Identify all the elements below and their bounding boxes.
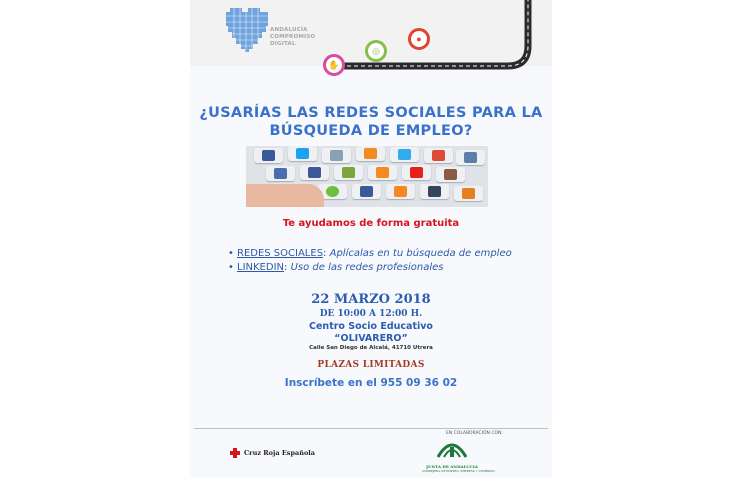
cruz-roja-logo <box>230 448 315 458</box>
rss-key-2-icon <box>368 165 397 180</box>
orange-key-icon <box>454 186 483 201</box>
poster-title <box>190 104 552 140</box>
topic-label: LINKEDIN <box>237 262 285 273</box>
junta-logo <box>422 437 495 473</box>
search-key-icon <box>456 150 485 165</box>
limited-places: PLAZAS LIMITADAS <box>317 360 425 370</box>
twitter-key-2-icon <box>390 147 419 162</box>
junta-sub: CONSEJERÍA DE EMPLEO, EMPRESA Y COMERCIO <box>422 469 495 473</box>
tagline: Te ayudamos de forma gratuita <box>282 218 460 229</box>
topic-label: REDES SOCIALES <box>237 248 324 259</box>
junta-emblem-icon <box>435 437 469 459</box>
signup-phone: Inscríbete en el 955 09 36 02 <box>284 377 458 389</box>
red-cross-icon <box>230 448 240 458</box>
instagram-key-icon <box>436 167 465 182</box>
venue-line-1: Centro Socio Educativo <box>309 321 433 332</box>
event-venue <box>190 321 552 345</box>
globe-icon: ◎ <box>365 40 387 62</box>
brand-line-2: COMPROMISO <box>270 34 316 40</box>
topic-separator: : <box>323 248 327 259</box>
facebook-key-2-icon <box>300 165 329 180</box>
youtube-key-icon <box>402 165 431 180</box>
finger-image <box>246 184 324 207</box>
share-key-icon <box>334 165 363 180</box>
facebook-key-3-icon <box>352 184 381 199</box>
list-item <box>228 247 548 261</box>
like-key-icon <box>266 166 295 181</box>
facebook-key-icon <box>254 148 283 163</box>
topic-desc: Uso de las redes profesionales <box>287 262 444 273</box>
cruz-roja-text: Cruz Roja Española <box>244 449 315 457</box>
tumblr-key-icon <box>420 184 449 199</box>
footer-divider <box>194 428 548 429</box>
event-date: 22 MARZO 2018 <box>311 292 431 307</box>
collab-label: EN COLABORACIÓN CON: <box>446 431 503 436</box>
email-key-icon <box>322 148 351 163</box>
bullet-icon: • <box>228 248 234 259</box>
junta-name: JUNTA DE ANDALUCIA <box>426 464 478 469</box>
topic-separator: : <box>284 262 288 273</box>
title-line-1: ¿USARÍAS LAS REDES SOCIALES PARA LA <box>199 105 543 121</box>
poster <box>190 0 552 478</box>
bullet-icon: • <box>228 262 234 273</box>
topics-list <box>228 247 548 275</box>
google-plus-key-icon <box>424 148 453 163</box>
event-address: Calle San Diego de Alcalá, 41710 Utrera <box>309 345 433 351</box>
event-time: DE 10:00 A 12:00 H. <box>319 309 423 319</box>
social-keyboard-image <box>246 146 488 207</box>
blog-key-icon <box>386 184 415 199</box>
brand-line-1: ANDALUCÍA <box>270 27 308 33</box>
list-item <box>228 261 548 275</box>
location-icon: ● <box>408 28 430 50</box>
topic-desc: Aplícalas en tu búsqueda de empleo <box>326 248 512 259</box>
hand-icon: ✋ <box>323 54 345 76</box>
brand-line-3: DIGITAL <box>270 41 296 47</box>
title-line-2: BÚSQUEDA DE EMPLEO? <box>269 123 473 139</box>
rss-key-icon <box>356 146 385 161</box>
venue-line-2: “OLIVARERO” <box>334 333 408 344</box>
twitter-key-icon <box>288 146 317 161</box>
